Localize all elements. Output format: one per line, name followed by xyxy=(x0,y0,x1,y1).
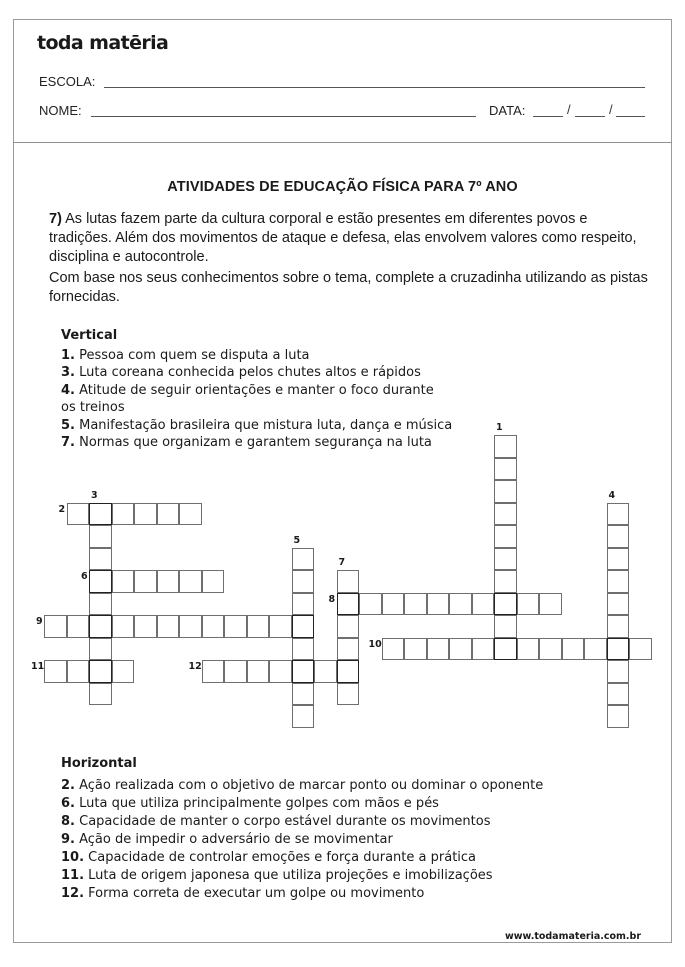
crossword-cell[interactable] xyxy=(89,615,112,638)
date-separator: / xyxy=(609,102,613,117)
clue-number: 3. xyxy=(61,365,75,380)
crossword-cell[interactable] xyxy=(202,570,225,593)
crossword-cell[interactable] xyxy=(292,593,315,616)
crossword-cell[interactable] xyxy=(134,570,157,593)
crossword-cell[interactable] xyxy=(359,593,382,616)
clue-text: Forma correta de executar um golpe ou movimento xyxy=(84,886,425,901)
clue-number: 9. xyxy=(61,832,75,847)
crossword-cell[interactable] xyxy=(89,593,112,616)
question-intro xyxy=(49,210,649,267)
crossword-cell[interactable] xyxy=(134,615,157,638)
crossword-cell[interactable] xyxy=(494,480,517,503)
clue-number: 4. xyxy=(61,382,75,398)
crossword-cell[interactable] xyxy=(337,638,360,661)
clue-text: Pessoa com quem se disputa a luta xyxy=(74,347,310,363)
crossword-cell[interactable] xyxy=(89,570,112,593)
crossword-cell[interactable] xyxy=(157,615,180,638)
crossword-cell[interactable] xyxy=(539,593,562,616)
clue-horizontal-6 xyxy=(61,795,543,813)
crossword-cell[interactable] xyxy=(112,660,135,683)
crossword-cell[interactable] xyxy=(607,525,630,548)
crossword-cell[interactable] xyxy=(494,570,517,593)
crossword-cell[interactable] xyxy=(179,570,202,593)
crossword-cell[interactable] xyxy=(494,615,517,638)
crossword-cell[interactable] xyxy=(134,503,157,526)
date-month-line[interactable] xyxy=(575,116,605,117)
clue-text: Capacidade de manter o corpo estável durante os movimentos xyxy=(74,814,491,829)
crossword-cell[interactable] xyxy=(494,458,517,481)
crossword-cell[interactable] xyxy=(607,548,630,571)
school-input-line[interactable] xyxy=(104,87,645,88)
crossword-cell[interactable] xyxy=(427,593,450,616)
crossword-cell[interactable] xyxy=(494,593,517,616)
crossword-cell[interactable] xyxy=(607,660,630,683)
clue-number-label: 6 xyxy=(81,571,88,582)
clue-number-label: 3 xyxy=(91,489,98,501)
page-title: ATIVIDADES DE EDUCAÇÃO FÍSICA PARA 7º ANO xyxy=(167,179,518,195)
clue-number-label: 7 xyxy=(338,557,346,568)
name-input-line[interactable] xyxy=(91,116,476,117)
crossword-cell[interactable] xyxy=(292,570,315,593)
vertical-clues xyxy=(61,327,452,452)
crossword-cell[interactable] xyxy=(337,683,360,706)
name-label: NOME: xyxy=(39,103,82,118)
clue-number: 12. xyxy=(61,886,85,901)
crossword-cell[interactable] xyxy=(314,660,337,683)
clue-number: 10. xyxy=(61,850,85,865)
crossword-cell[interactable] xyxy=(607,593,630,616)
crossword-cell[interactable] xyxy=(292,705,315,728)
clue-number-label: 12 xyxy=(188,661,202,672)
clue-number: 1. xyxy=(61,347,75,363)
crossword-cell[interactable] xyxy=(494,435,517,458)
clue-number-label: 8 xyxy=(328,593,336,605)
clue-vertical-1 xyxy=(61,347,452,365)
clue-number: 7. xyxy=(61,435,75,450)
crossword-cell[interactable] xyxy=(562,638,585,661)
crossword-cell[interactable] xyxy=(517,638,540,661)
clue-horizontal-10 xyxy=(61,849,543,867)
clue-number-label: 2 xyxy=(58,503,66,515)
school-label: ESCOLA: xyxy=(39,74,96,89)
crossword-cell[interactable] xyxy=(89,525,112,548)
crossword-cell[interactable] xyxy=(89,638,112,661)
horizontal-heading: Horizontal xyxy=(61,756,137,771)
clue-vertical-4 xyxy=(61,382,441,417)
crossword-cell[interactable] xyxy=(89,548,112,571)
crossword-cell[interactable] xyxy=(202,615,225,638)
header-divider xyxy=(13,142,672,143)
crossword-cell[interactable] xyxy=(67,503,90,526)
crossword-cell[interactable] xyxy=(44,660,67,683)
crossword-cell[interactable] xyxy=(292,683,315,706)
clue-horizontal-8 xyxy=(61,813,543,831)
clue-number-label: 1 xyxy=(496,422,503,433)
clue-text: Atitude de seguir orientações e manter o foco durante os treinos xyxy=(61,382,434,415)
crossword-cell[interactable] xyxy=(472,593,495,616)
clue-horizontal-11 xyxy=(61,867,543,885)
crossword-cell[interactable] xyxy=(247,615,270,638)
clue-number-label: 4 xyxy=(608,489,616,501)
crossword-cell[interactable] xyxy=(449,593,472,616)
crossword-cell[interactable] xyxy=(472,638,495,661)
crossword-cell[interactable] xyxy=(337,570,360,593)
clue-number: 11. xyxy=(61,868,85,883)
crossword-cell[interactable] xyxy=(224,615,247,638)
question-instruction: Com base nos seus conhecimentos sobre o tema, complete a cruzadinha utilizando as pistas fornecidas. xyxy=(49,270,648,305)
clue-text: Manifestação brasileira que mistura luta, dança e música xyxy=(74,417,453,433)
crossword-cell[interactable] xyxy=(427,638,450,661)
crossword-cell[interactable] xyxy=(337,660,360,683)
crossword-cell[interactable] xyxy=(112,615,135,638)
crossword-cell[interactable] xyxy=(607,683,630,706)
crossword-cell[interactable] xyxy=(67,615,90,638)
question-intro-text: As lutas fazem parte da cultura corporal e estão presentes em diferentes povos e tradições. Além dos movimentos de ataque e defesa, elas envolvem valores como respeito, disciplina e autocontrole. xyxy=(49,211,637,265)
clue-text: Luta coreana conhecida pelos chutes altos e rápidos xyxy=(74,365,421,380)
clue-text: Capacidade de controlar emoções e força durante a prática xyxy=(84,850,477,865)
crossword-cell[interactable] xyxy=(539,638,562,661)
crossword-cell[interactable] xyxy=(269,615,292,638)
crossword-cell[interactable] xyxy=(224,660,247,683)
clue-number: 6. xyxy=(61,796,75,811)
crossword-cell[interactable] xyxy=(607,615,630,638)
clue-number: 8. xyxy=(61,814,75,829)
crossword-cell[interactable] xyxy=(337,593,360,616)
crossword-cell[interactable] xyxy=(607,570,630,593)
question-number: 7) xyxy=(49,211,62,227)
brand-logo: toda matēria xyxy=(37,32,169,54)
crossword-cell[interactable] xyxy=(89,660,112,683)
crossword-cell[interactable] xyxy=(382,638,405,661)
date-day-line[interactable] xyxy=(533,116,563,117)
crossword-cell[interactable] xyxy=(629,638,652,661)
clue-vertical-5 xyxy=(61,417,452,435)
crossword-cell[interactable] xyxy=(337,615,360,638)
crossword-cell[interactable] xyxy=(607,705,630,728)
crossword-cell[interactable] xyxy=(494,525,517,548)
clue-horizontal-2 xyxy=(61,777,543,795)
crossword-cell[interactable] xyxy=(494,638,517,661)
date-year-line[interactable] xyxy=(616,116,645,117)
clue-horizontal-12 xyxy=(61,885,543,903)
crossword-cell[interactable] xyxy=(292,548,315,571)
clue-text: Luta de origem japonesa que utiliza projeções e imobilizações xyxy=(84,868,493,883)
crossword-cell[interactable] xyxy=(494,503,517,526)
crossword-cell[interactable] xyxy=(112,570,135,593)
crossword-cell[interactable] xyxy=(112,503,135,526)
crossword-cell[interactable] xyxy=(179,615,202,638)
crossword-cell[interactable] xyxy=(89,503,112,526)
website-url: www.todamateria.com.br xyxy=(504,931,641,942)
crossword-cell[interactable] xyxy=(157,503,180,526)
clue-number-label: 9 xyxy=(36,616,43,627)
clue-vertical-3 xyxy=(61,364,452,382)
crossword-cell[interactable] xyxy=(44,615,67,638)
crossword-cell[interactable] xyxy=(292,638,315,661)
clue-text: Ação de impedir o adversário de se movimentar xyxy=(74,832,393,847)
crossword-cell[interactable] xyxy=(494,548,517,571)
crossword-cell[interactable] xyxy=(607,638,630,661)
crossword-cell[interactable] xyxy=(404,638,427,661)
clue-text: Normas que organizam e garantem segurança na luta xyxy=(74,435,432,450)
clue-text: Ação realizada com o objetivo de marcar ponto ou dominar o oponente xyxy=(74,778,544,793)
date-label: DATA: xyxy=(489,103,526,118)
crossword-cell[interactable] xyxy=(179,503,202,526)
crossword-cell[interactable] xyxy=(404,593,427,616)
crossword-cell[interactable] xyxy=(269,660,292,683)
clue-number: 5. xyxy=(61,417,75,433)
vertical-heading: Vertical xyxy=(61,328,118,343)
crossword-cell[interactable] xyxy=(292,615,315,638)
clue-text: Luta que utiliza principalmente golpes com mãos e pés xyxy=(74,796,439,811)
clue-number-label: 10 xyxy=(368,638,382,650)
crossword-cell[interactable] xyxy=(382,593,405,616)
clue-number-label: 11 xyxy=(31,661,45,672)
crossword-cell[interactable] xyxy=(202,660,225,683)
crossword-cell[interactable] xyxy=(449,638,472,661)
crossword-cell[interactable] xyxy=(517,593,540,616)
horizontal-clues xyxy=(61,755,543,903)
crossword-cell[interactable] xyxy=(292,660,315,683)
date-separator: / xyxy=(567,102,571,117)
crossword-cell[interactable] xyxy=(584,638,607,661)
clue-number-label: 5 xyxy=(293,534,301,546)
clue-horizontal-9 xyxy=(61,831,543,849)
crossword-cell[interactable] xyxy=(607,503,630,526)
crossword-cell[interactable] xyxy=(157,570,180,593)
crossword-cell[interactable] xyxy=(89,683,112,706)
crossword-cell[interactable] xyxy=(67,660,90,683)
clue-number: 2. xyxy=(61,778,75,793)
crossword-cell[interactable] xyxy=(247,660,270,683)
clue-vertical-7 xyxy=(61,434,452,452)
